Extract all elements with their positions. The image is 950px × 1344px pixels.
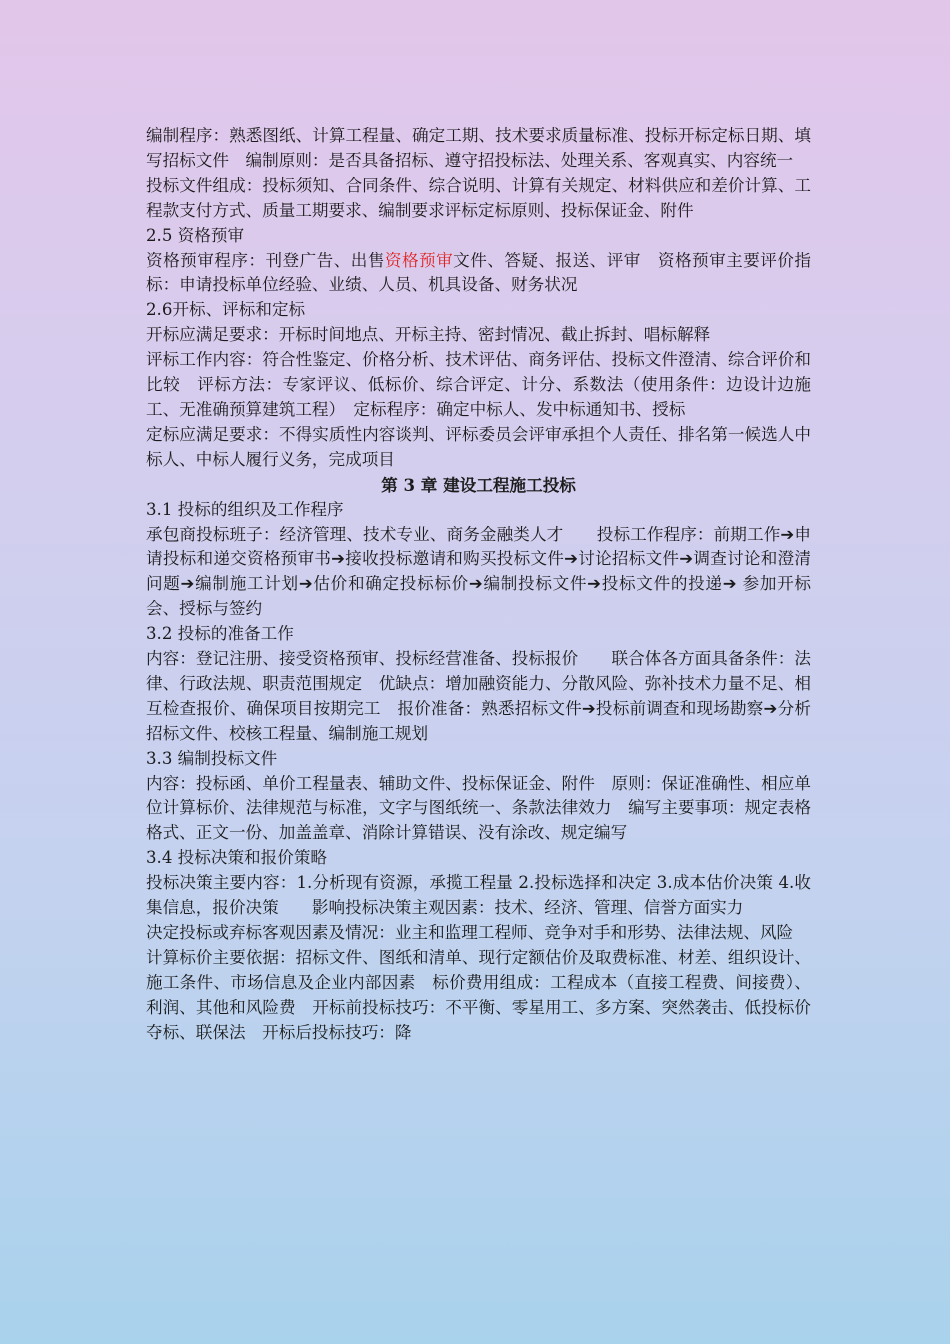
heading-3-3: 3.3 编制投标文件 bbox=[146, 748, 278, 768]
para-3-2: 内容：登记注册、接受资格预审、投标经营准备、投标报价 联合体各方面具备条件：法律、行政法规、职责范围规定 优缺点：增加融资能力、分散风险、弥补技术力量不足、相互检查报价、确保项目按期完工 报价准备：熟悉招标文件➔投标前调查和现场勘察➔分析招标文件、校核工程量、编制施工规划 bbox=[146, 649, 811, 743]
para-compile-procedure: 编制程序：熟悉图纸、计算工程量、确定工期、技术要求质量标准、投标开标定标日期、填写招标文件 编制原则：是否具备招标、遵守招投标法、处理关系、客观真实、内容统一 bbox=[146, 126, 811, 170]
para-3-1: 承包商投标班子：经济管理、技术专业、商务金融类人才 投标工作程序：前期工作➔申请投标和递交资格预审书➔接收投标邀请和购买投标文件➔讨论招标文件➔调查讨论和澄清问题➔编制施工计划➔估价和确定投标标价➔编制投标文件➔投标文件的投递➔ 参加开标会、授标与签约 bbox=[146, 524, 811, 619]
prequal-highlight: 资格预审 bbox=[384, 250, 454, 270]
para-prequalification bbox=[146, 249, 811, 299]
para-3-4-objective: 决定投标或弃标客观因素及情况：业主和监理工程师、竞争对手和形势、法律法规、风险 bbox=[146, 923, 794, 942]
heading-3-4: 3.4 投标决策和报价策略 bbox=[146, 848, 328, 868]
para-3-4-decision: 投标决策主要内容：1.分析现有资源，承揽工程量 2.投标选择和决定 3.成本估价决策 4.收集信息，报价决策 影响投标决策主观因素：技术、经济、管理、信誉方面实力 bbox=[146, 873, 811, 918]
prequal-text-1: 资格预审程序：刊登广告、出售 bbox=[146, 250, 385, 270]
para-3-3: 内容：投标函、单价工程量表、辅助文件、投标保证金、附件 原则：保证准确性、相应单位计算标价、法律规范与标准，文字与图纸统一、条款法律效力 编写主要事项：规定表格格式、正文一份、加盖盖章、消除计算错误、没有涂改、规定编写 bbox=[146, 773, 811, 843]
heading-2-5: 2.5 资格预审 bbox=[146, 225, 245, 245]
para-bid-document-composition: 投标文件组成：投标须知、合同条件、综合说明、计算有关规定、材料供应和差价计算、工程款支付方式、质量工期要求、编制要求评标定标原则、投标保证金、附件 bbox=[146, 175, 811, 220]
para-3-4-pricing: 计算标价主要依据：招标文件、图纸和清单、现行定额估价及取费标准、材差、组织设计、施工条件、市场信息及企业内部因素 标价费用组成：工程成本（直接工程费、间接费）、利润、其他和风险费 开标前投标技巧：不平衡、零星用工、多方案、突然袭击、低投标价夺标、联保法 开标后投标技巧：降 bbox=[146, 947, 811, 1042]
document-page bbox=[146, 124, 811, 1046]
chapter-3-title: 第 3 章 建设工程施工投标 bbox=[381, 474, 576, 495]
heading-2-6: 2.6开标、评标和定标 bbox=[146, 300, 306, 320]
heading-3-1: 3.1 投标的组织及工作程序 bbox=[146, 499, 344, 519]
prequal-text-2: 文件、答疑、报送、评审 资格预审主要评价指标：申请投标单位经验、业绩、人员、机具设备、财务状况 bbox=[146, 250, 812, 295]
para-opening-requirements: 开标应满足要求：开标时间地点、开标主持、密封情况、截止拆封、唱标解释 bbox=[146, 325, 711, 345]
para-evaluation: 评标工作内容：符合性鉴定、价格分析、技术评估、商务评估、投标文件澄清、综合评价和比较 评标方法：专家评议、低标价、综合评定、计分、系数法（使用条件：边设计边施工、无准确预算建筑工程） 定标程序：确定中标人、发中标通知书、授标 bbox=[146, 350, 811, 419]
para-award-requirements: 定标应满足要求：不得实质性内容谈判、评标委员会评审承担个人责任、排名第一候选人中标人、中标人履行义务，完成项目 bbox=[146, 424, 811, 469]
heading-3-2: 3.2 投标的准备工作 bbox=[146, 624, 294, 644]
